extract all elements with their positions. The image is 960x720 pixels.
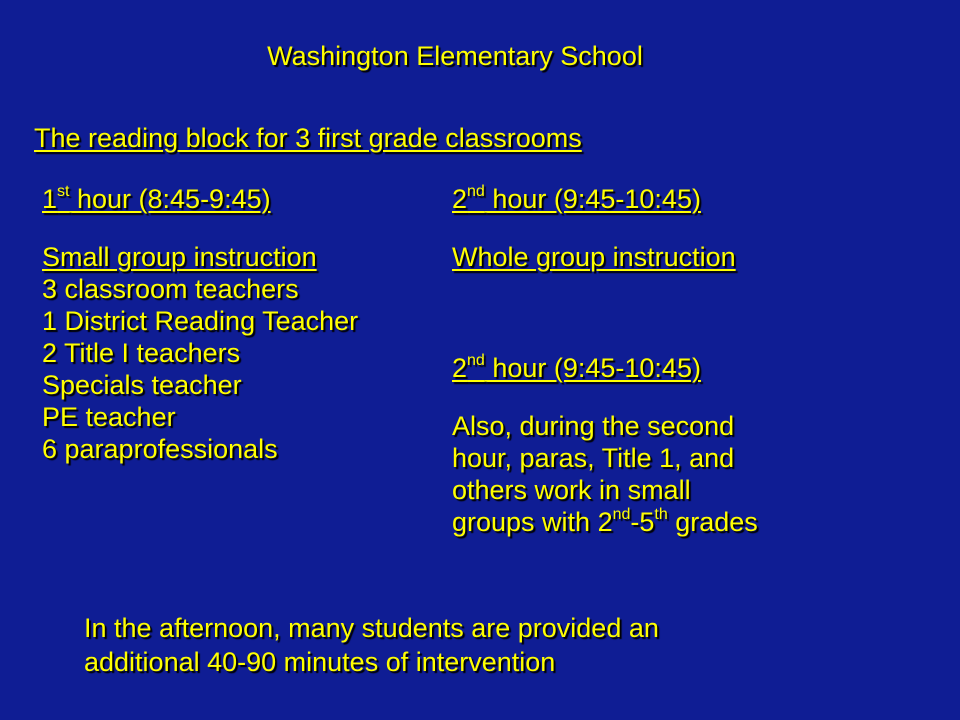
footer-line: additional 40-90 minutes of intervention [84, 647, 556, 677]
second-hour-heading [452, 183, 736, 223]
small-group-heading: Small group instruction [42, 242, 317, 272]
second-hour-column [452, 183, 736, 273]
second-hour-repeat-ordinal-number: 2 [452, 353, 468, 383]
first-hour-heading [42, 183, 358, 223]
small-groups-line: others work in small [452, 475, 691, 505]
first-hour-ordinal-number: 1 [42, 184, 58, 214]
second-hour-repeat-time: hour (9:45-10:45) [484, 353, 701, 383]
staff-item: 1 District Reading Teacher [42, 306, 359, 336]
grades-mid: -5 [630, 507, 655, 537]
footer-line: In the afternoon, many students are provided an [84, 613, 659, 643]
small-groups-last-line [452, 506, 758, 538]
whole-group-heading: Whole group instruction [452, 242, 736, 272]
staff-item: 6 paraprofessionals [42, 434, 278, 464]
grades-prefix: groups with 2 [452, 507, 613, 537]
second-hour-time: hour (9:45-10:45) [484, 184, 701, 214]
second-hour-ordinal-suffix: nd [467, 183, 485, 200]
first-hour-time: hour (8:45-9:45) [69, 184, 271, 214]
slide-title: Washington Elementary School [267, 41, 643, 71]
second-hour-ordinal-number: 2 [452, 184, 468, 214]
staff-item: 3 classroom teachers [42, 274, 299, 304]
first-hour-ordinal-suffix: st [57, 183, 70, 200]
second-hour-repeat-column [452, 352, 758, 538]
staff-item: Specials teacher [42, 370, 242, 400]
first-hour-column [42, 183, 358, 465]
small-groups-line: Also, during the second [452, 411, 735, 441]
slide-subtitle: The reading block for 3 first grade classrooms [34, 123, 582, 153]
grades-sup-th: th [654, 506, 668, 523]
staff-item: PE teacher [42, 402, 176, 432]
grades-suffix: grades [667, 507, 758, 537]
second-hour-repeat-heading [452, 352, 758, 392]
small-groups-line: hour, paras, Title 1, and [452, 443, 735, 473]
afternoon-intervention-note [84, 611, 659, 679]
grades-sup-nd: nd [612, 506, 631, 523]
second-hour-repeat-ordinal-suffix: nd [467, 352, 485, 369]
staff-item: 2 Title I teachers [42, 338, 241, 368]
